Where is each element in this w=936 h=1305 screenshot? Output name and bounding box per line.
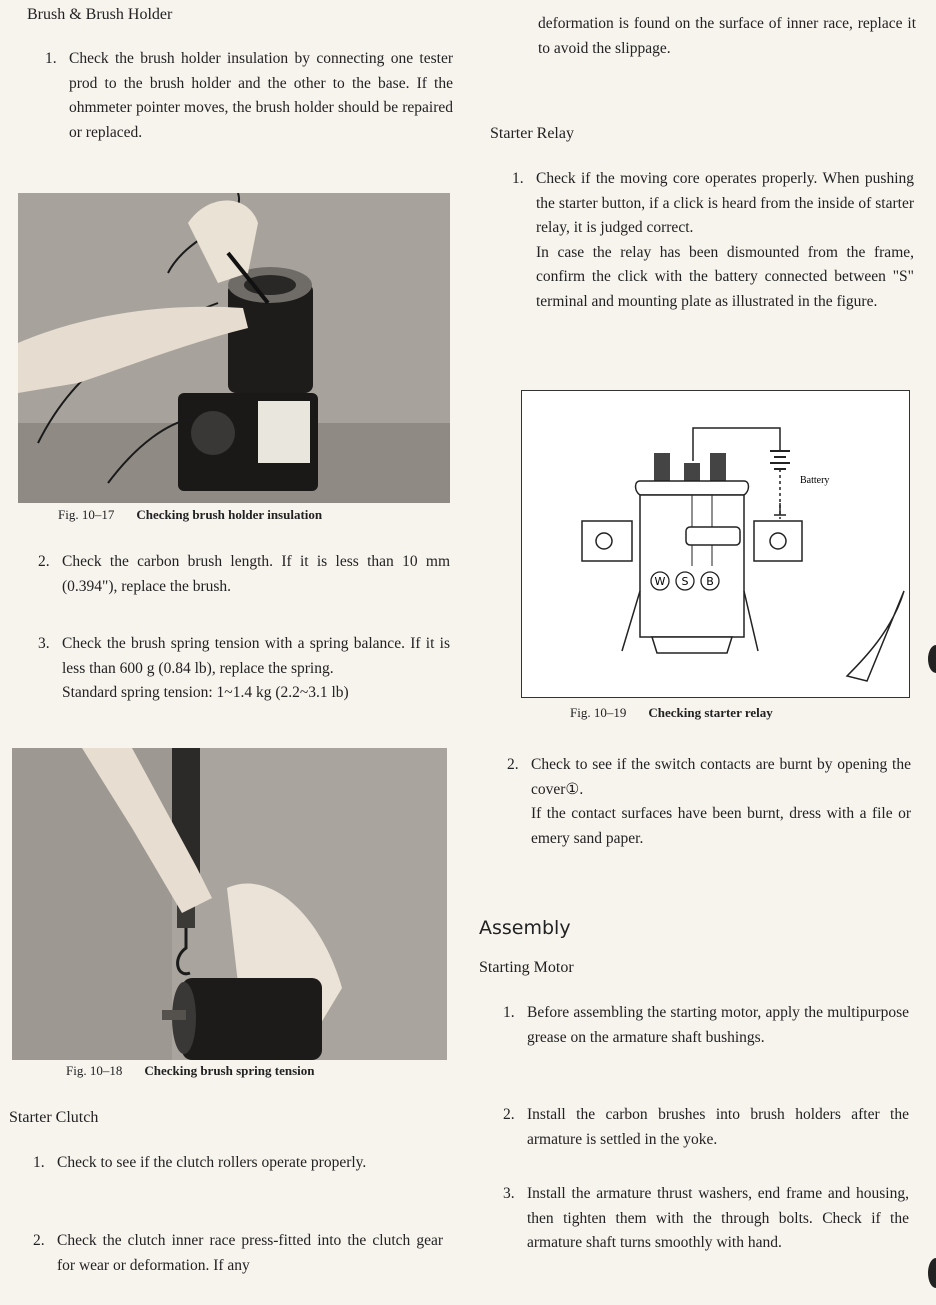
item-number: 1. [512,170,524,187]
item-number: 3. [503,1185,515,1202]
section-title-brush-holder: Brush & Brush Holder [27,6,173,23]
figure-caption-text: Checking brush holder insulation [136,507,323,522]
list-item [503,1001,909,1050]
item-text: Install the armature thrust washers, end frame and housing, then tighten them with the through bolts. Check if the armature shaft turns smoothly with hand. [527,1185,909,1251]
binding-hole [928,1258,936,1288]
figure-caption-text: Checking brush spring tension [144,1063,315,1078]
item-number: 2. [33,1232,45,1249]
list-item [33,1229,443,1278]
figure-label: Fig. 10–19 [570,705,627,720]
item-text: deformation is found on the surface of inner race, replace it to avoid the slippage. [538,15,916,57]
battery-label: Battery [800,475,830,486]
list-item [38,550,450,599]
item-number: 1. [503,1004,515,1021]
list-item [38,632,450,706]
list-item [503,1182,909,1256]
figure-caption-text: Checking starter relay [648,705,773,720]
subsection-title-starting-motor: Starting Motor [479,959,574,976]
list-item [33,1151,443,1176]
item-number: 1. [45,50,57,67]
item-text: Check the carbon brush length. If it is less than 10 mm (0.394"), replace the brush. [62,553,450,595]
list-item [45,47,453,145]
figure-photo-spring-tension [12,748,447,1060]
item-number: 2. [38,553,50,570]
item-text: Before assembling the starting motor, apply the multipurpose grease on the armature shaft bushings. [527,1004,909,1046]
item-number: 3. [38,635,50,652]
item-extra-text: Standard spring tension: 1~1.4 kg (2.2~3.1 lb) [62,684,349,701]
item-number: 1. [33,1154,45,1171]
figure-caption-10-19 [570,705,773,721]
item-number: 2. [503,1106,515,1123]
section-title-starter-relay: Starter Relay [490,125,574,142]
item-text: Check the brush spring tension with a spring balance. If it is less than 600 g (0.84 lb), replace the spring. [62,635,450,677]
item-extra-text: If the contact surfaces have been burnt, dress with a file or emery sand paper. [531,805,911,847]
item-text: Check if the moving core operates properly. When pushing the starter button, if a click is heard from the inside of starter relay, it is judged correct. [536,170,914,236]
terminal-label-b: B [706,575,714,588]
figure-caption-10-17 [58,507,322,523]
list-item [507,753,911,851]
section-title-starter-clutch: Starter Clutch [9,1109,99,1126]
section-title-assembly: Assembly [479,917,571,939]
item-text: Install the carbon brushes into brush holders after the armature is settled in the yoke. [527,1106,909,1148]
binding-hole [928,645,936,673]
item-text: Check to see if the switch contacts are burnt by opening the cover①. [531,756,911,798]
photo-illustration [12,748,447,1060]
terminal-label-w: W [654,575,666,588]
item-text: Check the brush holder insulation by connecting one tester prod to the brush holder and the other to the base. If the ohmmeter pointer moves, the brush holder should be repaired or replaced. [69,50,453,141]
figure-label: Fig. 10–17 [58,507,115,522]
list-item [512,167,914,314]
item-text: Check to see if the clutch rollers operate properly. [57,1154,367,1171]
item-text: Check the clutch inner race press-fitted into the clutch gear for wear or deformation. If any [57,1232,443,1274]
figure-diagram-starter-relay [521,390,910,698]
terminal-label-s: S [681,575,689,588]
photo-illustration [18,193,450,503]
figure-photo-brush-holder [18,193,450,503]
continued-text [514,12,916,61]
figure-label: Fig. 10–18 [66,1063,123,1078]
relay-diagram [522,391,909,697]
item-number: 2. [507,756,519,773]
figure-caption-10-18 [66,1063,314,1079]
list-item [503,1103,909,1152]
item-extra-text: In case the relay has been dismounted from the frame, confirm the click with the battery connected between "S" terminal and mounting plate as illustrated in the figure. [536,243,914,310]
